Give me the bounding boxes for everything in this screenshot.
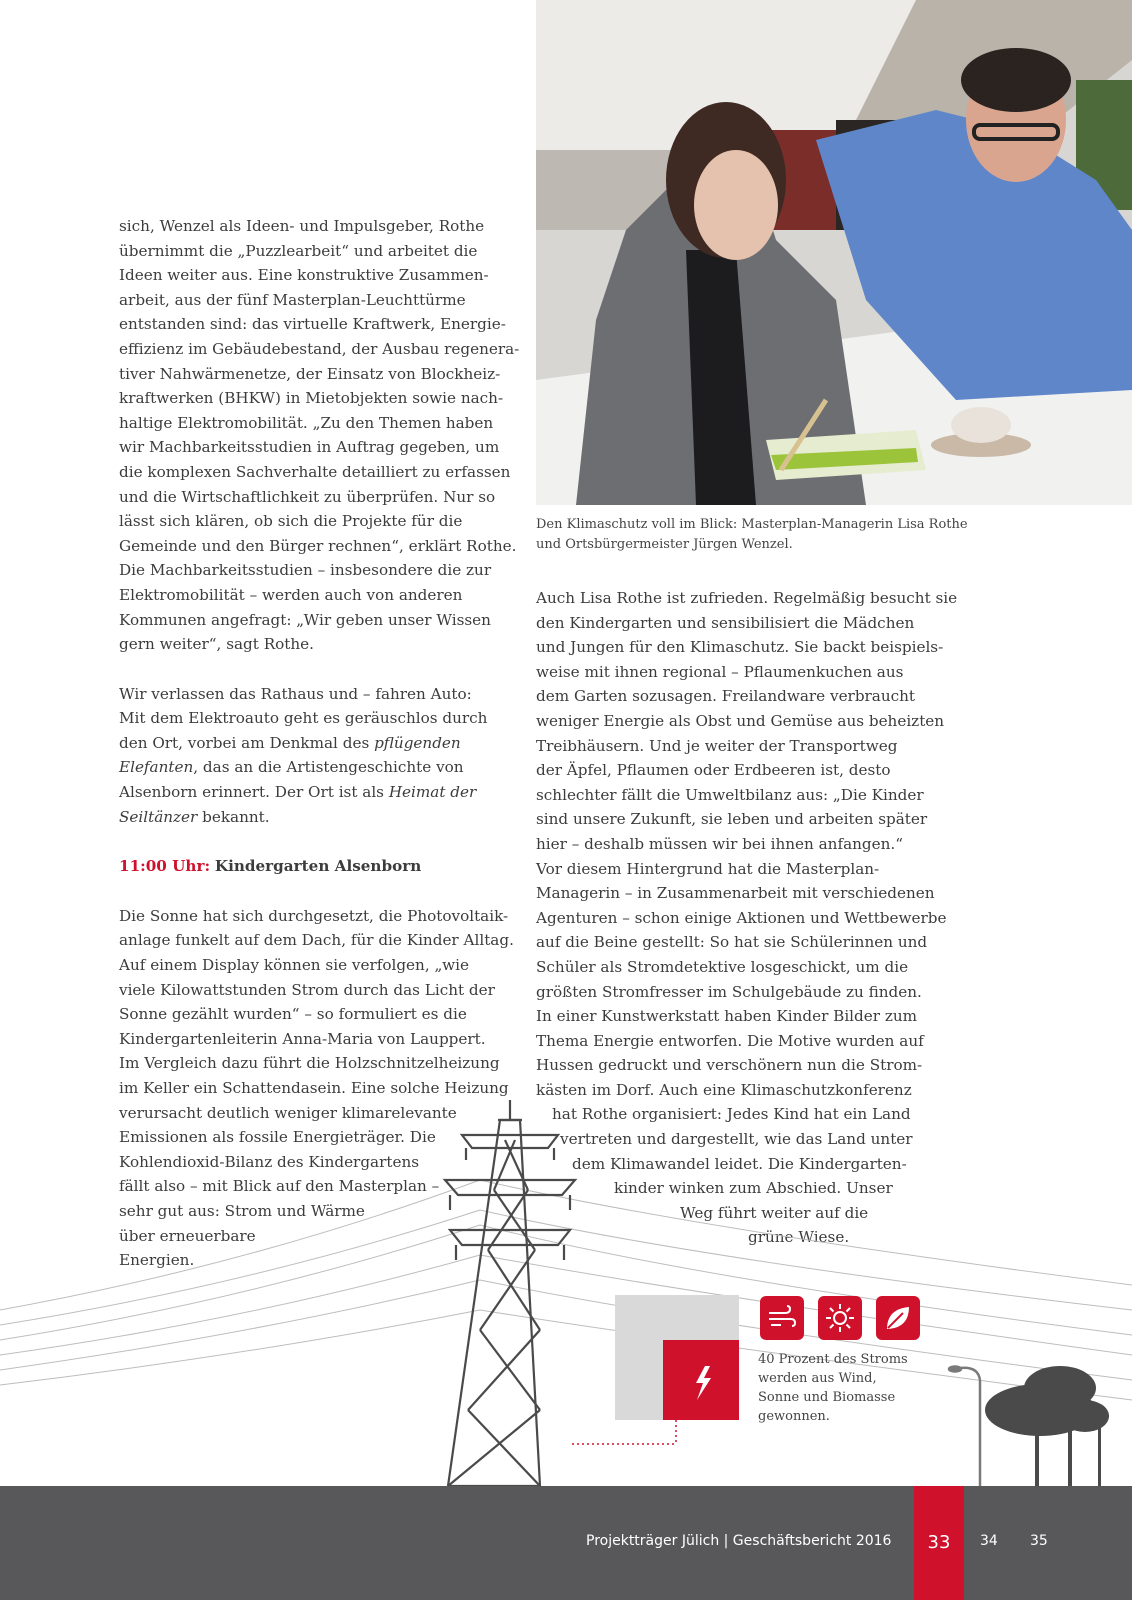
text-line: und Jungen für den Klimaschutz. Sie backt beispiels- xyxy=(536,638,944,657)
text-line: Agenturen – schon einige Aktionen und Wettbewerbe xyxy=(536,908,947,927)
photo-caption xyxy=(536,515,968,555)
text-line: kraftwerken (BHKW) in Mietobjekten sowie nach- xyxy=(119,389,504,408)
page-number-34[interactable]: 34 xyxy=(980,1533,998,1549)
text-line: und die Wirtschaftlichkeit zu überprüfen. Nur so xyxy=(119,487,496,506)
text-line: Auf einem Display können sie verfolgen, „wie xyxy=(119,956,469,975)
text-run: den Ort, vorbei am Denkmal des xyxy=(119,733,375,752)
text-line: die komplexen Sachverhalte detailliert zu erfassen xyxy=(119,462,511,481)
text-line: weniger Energie als Obst und Gemüse aus beheizten xyxy=(536,711,945,730)
caption-line: gewonnen. xyxy=(758,1409,830,1424)
text-run: , das an die Artistengeschichte von xyxy=(193,758,464,777)
text-line: Thema Energie entworfen. Die Motive wurden auf xyxy=(536,1031,924,1050)
text-line: Elektromobilität – werden auch von anderen xyxy=(119,585,463,604)
text-line: der Äpfel, Pflaumen oder Erdbeeren ist, desto xyxy=(536,761,891,780)
italic-text: Heimat der xyxy=(388,783,477,802)
caption-line: werden aus Wind, xyxy=(758,1371,877,1386)
text-line: Kindergartenleiterin Anna-Maria von Lauppert. xyxy=(119,1029,486,1048)
text-line: fällt also – mit Blick auf den Masterplan – xyxy=(119,1177,440,1196)
heading-time: 11:00 Uhr: xyxy=(119,857,211,876)
text-line: auf die Beine gestellt: So hat sie Schülerinnen und xyxy=(536,933,928,952)
infographic-caption xyxy=(758,1350,908,1426)
text-line: Vor diesem Hintergrund hat die Masterplan- xyxy=(536,859,880,878)
caption-line: Sonne und Biomasse xyxy=(758,1390,896,1405)
text-line: haltige Elektromobilität. „Zu den Themen haben xyxy=(119,413,494,432)
text-line xyxy=(119,805,499,830)
text-line: effizienz im Gebäudebestand, der Ausbau regenera- xyxy=(119,339,520,358)
trees-icon xyxy=(985,1366,1109,1486)
text-line: Energien. xyxy=(119,1251,195,1270)
text-line: vertreten und dargestellt, wie das Land unter xyxy=(560,1130,913,1149)
text-line: Ideen weiter aus. Eine konstruktive Zusammen- xyxy=(119,266,489,285)
text-line: Emissionen als fossile Energieträger. Die xyxy=(119,1128,436,1147)
caption-line: 40 Prozent des Stroms xyxy=(758,1352,908,1367)
text-line: sich, Wenzel als Ideen- und Impulsgeber, Rothe xyxy=(119,217,485,235)
text-line: Mit dem Elektroauto geht es geräuschlos durch xyxy=(119,709,488,728)
paragraph-2 xyxy=(119,682,499,830)
text-line: Auch Lisa Rothe ist zufrieden. Regelmäßig besucht sie xyxy=(536,589,958,607)
text-line: gern weiter“, sagt Rothe. xyxy=(119,635,314,654)
text-line: arbeit, aus der fünf Masterplan-Leuchttürme xyxy=(119,290,466,309)
wind-icon xyxy=(760,1296,804,1340)
text-line: lässt sich klären, ob sich die Projekte für die xyxy=(119,512,463,531)
text-line: übernimmt die „Puzzlearbeit“ und arbeitet die xyxy=(119,241,478,260)
page-number-35[interactable]: 35 xyxy=(1030,1533,1048,1549)
text-line: kästen im Dorf. Auch eine Klimaschutzkonferenz xyxy=(536,1080,912,1099)
italic-text: Elefanten xyxy=(119,758,194,777)
text-line: Gemeinde und den Bürger rechnen“, erklärt Rothe. xyxy=(119,536,517,555)
street-lamp-icon xyxy=(949,1367,980,1487)
text-line: In einer Kunstwerkstatt haben Kinder Bilder zum xyxy=(536,1007,918,1026)
text-run: Alsenborn erinnert. Der Ort ist als xyxy=(119,783,389,802)
text-line xyxy=(119,755,499,780)
energy-icons xyxy=(760,1296,920,1340)
italic-text: pflügenden xyxy=(374,733,461,752)
pylon-icon xyxy=(445,1100,575,1486)
caption-line: und Ortsbürgermeister Jürgen Wenzel. xyxy=(536,537,793,552)
heading-text: Kindergarten Alsenborn xyxy=(214,857,422,876)
text-line: Sonne gezählt wurden“ – so formuliert es die xyxy=(119,1005,467,1024)
text-line: wir Machbarkeitsstudien in Auftrag gegeben, um xyxy=(119,438,500,457)
text-line: Kommunen angefragt: „Wir geben unser Wissen xyxy=(119,610,491,629)
text-line: dem Garten sozusagen. Freilandware verbraucht xyxy=(536,687,916,706)
sun-icon xyxy=(818,1296,862,1340)
text-line: Im Vergleich dazu führt die Holzschnitzelheizung xyxy=(119,1054,500,1073)
text-line: verursacht deutlich weniger klimarelevante xyxy=(119,1103,457,1122)
text-line xyxy=(119,780,499,805)
text-line: den Kindergarten und sensibilisiert die Mädchen xyxy=(536,613,915,632)
page-number-current[interactable]: 33 xyxy=(914,1486,964,1600)
text-line: grüne Wiese. xyxy=(748,1228,850,1247)
footer-publication: Projektträger Jülich | Geschäftsbericht 2016 xyxy=(586,1533,892,1549)
text-line: sehr gut aus: Strom und Wärme xyxy=(119,1201,365,1220)
text-line: hier – deshalb müssen wir bei ihnen anfangen.“ xyxy=(536,834,903,853)
text-line: Kohlendioxid-Bilanz des Kindergartens xyxy=(119,1152,420,1171)
text-line: schlechter fällt die Umweltbilanz aus: „Die Kinder xyxy=(536,785,924,804)
photo xyxy=(536,0,1132,505)
text-line: viele Kilowattstunden Strom durch das Licht der xyxy=(119,980,495,999)
text-line: Wir verlassen das Rathaus und – fahren Auto: xyxy=(119,684,472,703)
text-line: anlage funkelt auf dem Dach, für die Kinder Alltag. xyxy=(119,931,514,950)
text-line: Weg führt weiter auf die xyxy=(680,1203,869,1222)
leaf-icon xyxy=(876,1296,920,1340)
text-line: Schüler als Stromdetektive losgeschickt, um die xyxy=(536,957,909,976)
power-line-illustration xyxy=(0,1080,1132,1490)
section-heading xyxy=(119,854,499,879)
paragraph-1 xyxy=(119,214,520,657)
text-line: tiver Nahwärmenetze, der Einsatz von Blockheiz- xyxy=(119,364,501,383)
text-line: sind unsere Zukunft, sie leben und arbeiten später xyxy=(536,810,928,829)
text-line: Managerin – in Zusammenarbeit mit verschiedenen xyxy=(536,884,935,903)
italic-text: Seiltänzer xyxy=(119,807,198,826)
text-line: größten Stromfresser im Schulgebäude zu finden. xyxy=(536,982,922,1001)
text-line: über erneuerbare xyxy=(119,1226,256,1245)
text-line xyxy=(119,731,499,756)
text-line: Die Sonne hat sich durchgesetzt, die Photovoltaik- xyxy=(119,906,509,925)
text-line: dem Klimawandel leidet. Die Kindergarten- xyxy=(572,1154,907,1173)
text-line: entstanden sind: das virtuelle Kraftwerk, Energie- xyxy=(119,315,506,334)
text-line: im Keller ein Schattendasein. Eine solche Heizung xyxy=(119,1079,509,1097)
text-run: bekannt. xyxy=(197,807,270,826)
text-line: Die Machbarkeitsstudien – insbesondere die zur xyxy=(119,561,492,580)
text-line: weise mit ihnen regional – Pflaumenkuchen aus xyxy=(536,662,904,681)
text-line: Hussen gedruckt und verschönern nun die Strom- xyxy=(536,1056,923,1075)
caption-line: Den Klimaschutz voll im Blick: Masterplan-Managerin Lisa Rothe xyxy=(536,517,968,532)
text-line: kinder winken zum Abschied. Unser xyxy=(614,1179,893,1198)
text-line: hat Rothe organisiert: Jedes Kind hat ein Land xyxy=(552,1105,911,1124)
text-line: Treibhäusern. Und je weiter der Transportweg xyxy=(536,736,898,755)
